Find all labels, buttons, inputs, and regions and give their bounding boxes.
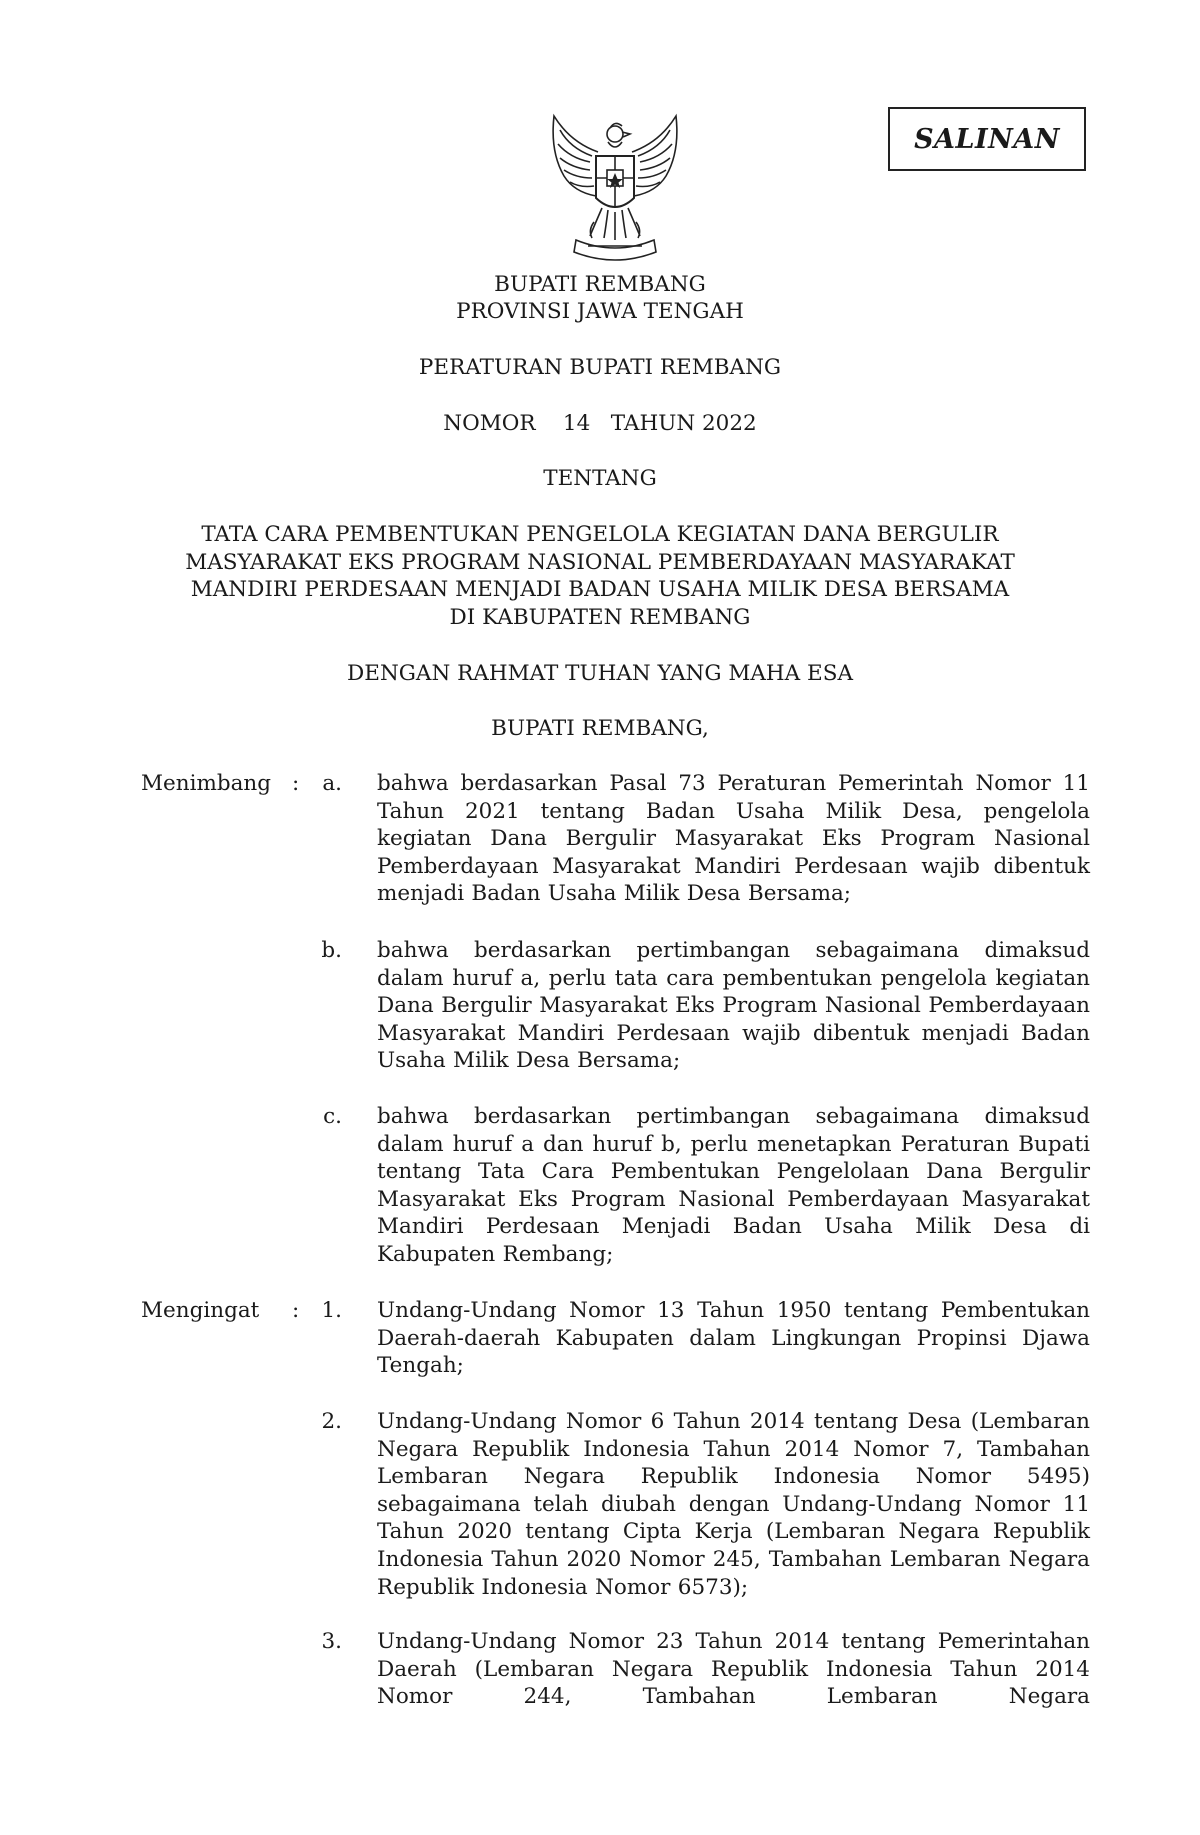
subject-line: MASYARAKAT EKS PROGRAM NASIONAL PEMBERDAYAAN MASYARAKAT [185,549,1015,575]
mengingat-label: Mengingat [141,1298,260,1323]
salinan-stamp: SALINAN [888,107,1086,171]
list-marker: 3. [321,1629,342,1654]
about-heading: TENTANG [543,466,657,491]
list-marker: 1. [321,1298,342,1323]
mengingat-item-1: Undang-Undang Nomor 13 Tahun 1950 tentang Pembentukan Daerah-daerah Kabupaten dalam Lingkungan Propinsi Djawa Tengah; [377,1298,1090,1379]
menimbang-item-c: bahwa berdasarkan pertimbangan sebagaimana dimaksud dalam huruf a dan huruf b, perlu menetapkan Peraturan Bupati tentang Tata Cara Pembentukan Pengelolaan Dana Bergulir Masyarakat Eks Program Nasional Pemberdayaan Masyarakat Mandiri Perdesaan Menjadi Badan Usaha Milik Desa di Kabupaten Rembang; [377,1104,1090,1267]
mengingat-colon: : [292,1298,300,1323]
issuer-line-2: PROVINSI JAWA TENGAH [456,299,744,324]
regulation-subject [0,521,1200,631]
menimbang-item-b: bahwa berdasarkan pertimbangan sebagaimana dimaksud dalam huruf a, perlu tata cara pembentukan pengelola kegiatan Dana Bergulir Masyarakat Eks Program Nasional Pemberdayaan Masyarakat Mandiri Perdesaan wajib dibentuk menjadi Badan Usaha Milik Desa Bersama; [377,938,1090,1074]
menimbang-label: Menimbang [141,771,272,796]
list-marker: a. [322,771,342,796]
regent-line: BUPATI REMBANG, [491,716,709,741]
regulation-title: PERATURAN BUPATI REMBANG [418,355,782,380]
issuer-line-1: BUPATI REMBANG [494,272,706,297]
mengingat-item-2: Undang-Undang Nomor 6 Tahun 2014 tentang Desa (Lembaran Negara Republik Indonesia Tahun 2014 Nomor 7, Tambahan Lembaran Negara Republik Indonesia Nomor 5495) sebagaimana telah diubah dengan Undang-Undang Nomor 11 Tahun 2020 tentang Cipta Kerja (Lembaran Negara Republik Indonesia Tahun 2020 Nomor 245, Tambahan Lembaran Negara Republik Indonesia Nomor 6573); [377,1409,1090,1600]
menimbang-colon: : [292,771,300,796]
subject-line: DI KABUPATEN REMBANG [449,604,751,630]
subject-line: TATA CARA PEMBENTUKAN PENGELOLA KEGIATAN DANA BERGULIR [201,522,999,547]
list-marker: b. [321,938,342,963]
blessing-line: DENGAN RAHMAT TUHAN YANG MAHA ESA [347,661,853,686]
garuda-emblem-icon [540,112,690,264]
mengingat-item-3: Undang-Undang Nomor 23 Tahun 2014 tentang Pemerintahan Daerah (Lembaran Negara Republik Indonesia Tahun 2014 Nomor 244, Tambahan Lembaran Negara [377,1629,1090,1710]
list-marker: 2. [321,1409,342,1434]
subject-line: MANDIRI PERDESAAN MENJADI BADAN USAHA MILIK DESA BERSAMA [190,577,1010,602]
regulation-number: NOMOR 14 TAHUN 2022 [443,411,757,436]
list-marker: c. [323,1104,342,1129]
menimbang-item-a: bahwa berdasarkan Pasal 73 Peraturan Pemerintah Nomor 11 Tahun 2021 tentang Badan Usaha Milik Desa, pengelola kegiatan Dana Bergulir Masyarakat Eks Program Nasional Pemberdayaan Masyarakat Mandiri Perdesaan wajib dibentuk menjadi Badan Usaha Milik Desa Bersama; [377,771,1090,907]
